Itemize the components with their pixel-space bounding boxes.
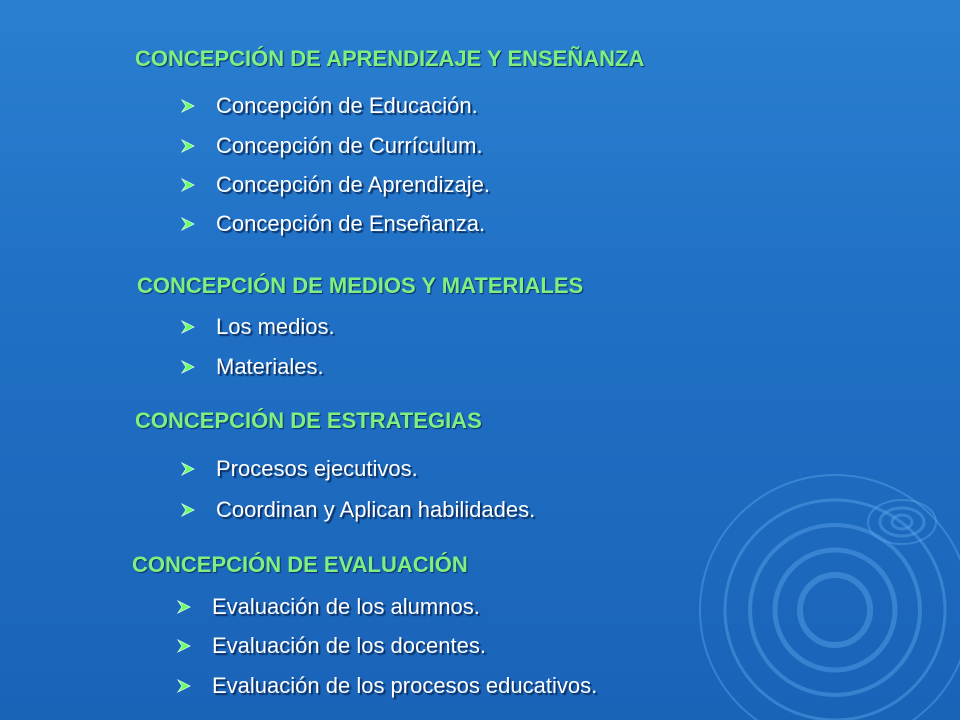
section-heading-medios: CONCEPCIÓN DE MEDIOS Y MATERIALES (137, 273, 584, 298)
list-item (180, 314, 335, 340)
list-item-label: Los medios. (216, 314, 335, 339)
list-item (180, 93, 478, 119)
list-item (180, 211, 485, 237)
section-heading-estrategias: CONCEPCIÓN DE ESTRATEGIAS (135, 408, 482, 433)
arrowhead-bullet-icon (180, 461, 196, 477)
list-item (180, 354, 324, 380)
arrowhead-bullet-icon (180, 216, 196, 232)
list-item-label: Evaluación de los procesos educativos. (212, 673, 598, 698)
arrowhead-bullet-icon (180, 359, 196, 375)
section-heading-evaluacion: CONCEPCIÓN DE EVALUACIÓN (132, 552, 468, 577)
list-item-label: Concepción de Educación. (216, 93, 478, 118)
arrowhead-bullet-icon (180, 177, 196, 193)
list-item-label: Evaluación de los docentes. (212, 633, 486, 658)
arrowhead-bullet-icon (176, 599, 192, 615)
arrowhead-bullet-icon (176, 678, 192, 694)
arrowhead-bullet-icon (180, 319, 196, 335)
list-item-label: Coordinan y Aplican habilidades. (216, 497, 536, 522)
list-item (180, 133, 483, 159)
arrowhead-bullet-icon (180, 138, 196, 154)
list-item-label: Concepción de Enseñanza. (216, 211, 486, 236)
list-item-label: Materiales. (216, 354, 324, 379)
list-item-label: Concepción de Aprendizaje. (216, 172, 490, 197)
section-heading-aprendizaje: CONCEPCIÓN DE APRENDIZAJE Y ENSEÑANZA (135, 46, 645, 71)
list-item (176, 673, 597, 699)
list-item (176, 594, 480, 620)
arrowhead-bullet-icon (180, 502, 196, 518)
arrowhead-bullet-icon (176, 638, 192, 654)
arrowhead-bullet-icon (180, 98, 196, 114)
list-item (180, 497, 535, 523)
ripple-decoration-icon (640, 460, 960, 720)
list-item (176, 633, 486, 659)
list-item-label: Concepción de Currículum. (216, 133, 483, 158)
list-item (180, 456, 418, 482)
list-item-label: Evaluación de los alumnos. (212, 594, 480, 619)
list-item (180, 172, 490, 198)
list-item-label: Procesos ejecutivos. (216, 456, 418, 481)
